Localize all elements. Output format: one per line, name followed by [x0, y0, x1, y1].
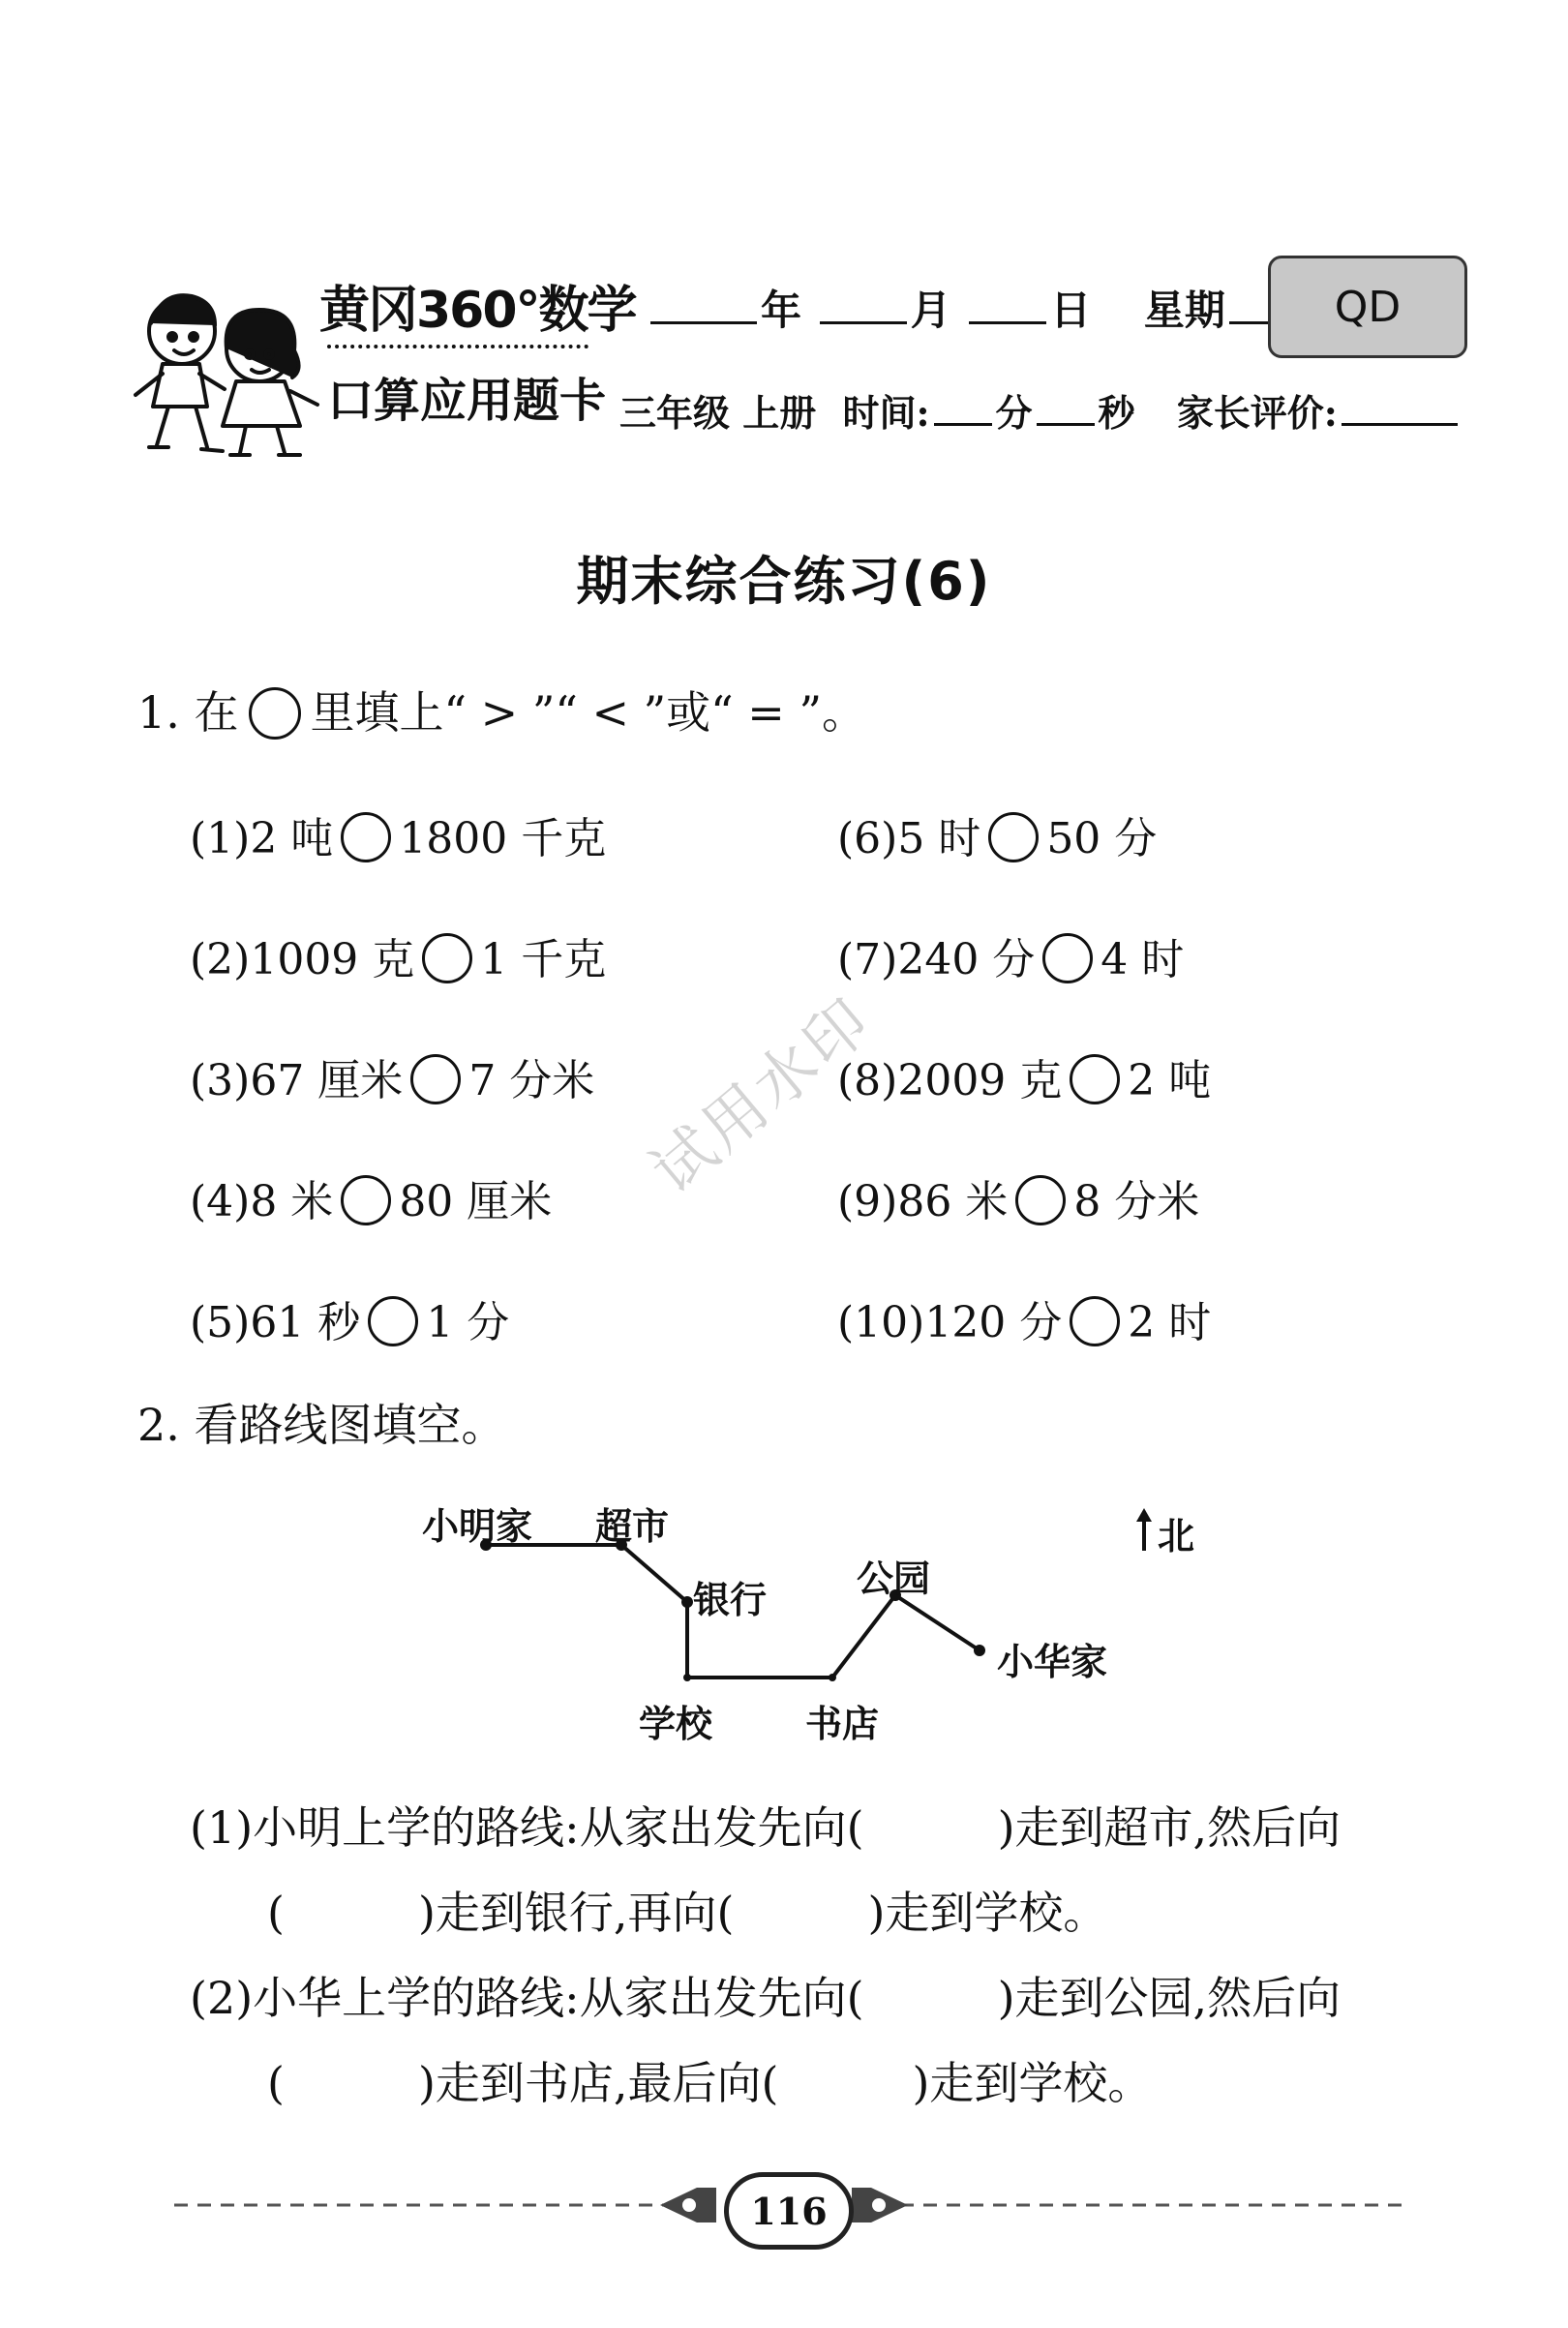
watermark: 试用水印: [638, 983, 887, 1209]
map-label-xiaohua-home: 小华家: [997, 1641, 1108, 1683]
item-right: 1 千克: [480, 935, 607, 984]
north-label: 北: [1158, 1515, 1195, 1557]
brand-title: 黄冈360°数学: [319, 282, 636, 340]
question-2-instruction: 2. 看路线图填空。: [137, 1399, 506, 1451]
weekday-label: 星期: [1143, 287, 1225, 334]
item-right: 2 吨: [1128, 1056, 1212, 1105]
map-label-school: 学校: [639, 1703, 713, 1745]
item-right: 1 分: [426, 1298, 510, 1347]
node-bookstore: [829, 1674, 836, 1681]
page-title: 期末综合练习(6): [576, 551, 992, 612]
map-label-bookstore: 书店: [805, 1703, 880, 1745]
item-left: (7)240 分: [837, 935, 1036, 984]
grade-label: 三年级 上册: [619, 391, 817, 435]
item-right: 1800 千克: [399, 814, 607, 863]
north-arrow-icon: [1136, 1508, 1152, 1551]
minute-label: 分: [995, 391, 1033, 435]
item-right: 80 厘米: [399, 1177, 553, 1226]
page-number: 116: [724, 2172, 854, 2250]
second-label: 秒: [1098, 391, 1135, 435]
map-label-supermarket: 超市: [595, 1505, 670, 1548]
edition-badge: QD: [1268, 256, 1467, 358]
item-left: (6)5 时: [837, 814, 981, 863]
item-left: (3)67 厘米: [190, 1056, 404, 1105]
map-label-xiaoming-home: 小明家: [422, 1505, 533, 1548]
item-left: (2)1009 克: [190, 935, 415, 984]
q2-sub2-line1: (2)小华上学的路线:从家出发先向( )走到公园,然后向: [190, 1972, 1342, 2024]
item-left: (4)8 米: [190, 1177, 334, 1226]
year-label: 年: [761, 287, 802, 334]
q2-sub1-line1: (1)小明上学的路线:从家出发先向( )走到超市,然后向: [190, 1801, 1342, 1854]
item-right: 4 时: [1101, 935, 1185, 984]
node-bank: [681, 1596, 693, 1608]
item-right: 2 时: [1128, 1298, 1212, 1347]
q1-instruction-text: 里填上“ > ”“ < ”或“ = ”。: [310, 686, 866, 739]
item-left: (1)2 吨: [190, 814, 334, 863]
time-label: 时间:: [842, 391, 930, 435]
map-label-park: 公园: [857, 1557, 931, 1600]
item-right: 8 分米: [1073, 1177, 1200, 1226]
item-left: (5)61 秒: [190, 1298, 361, 1347]
q2-sub1-line2: ( )走到银行,再向( )走到学校。: [267, 1887, 1108, 1939]
map-label-bank: 银行: [693, 1579, 768, 1621]
item-left: (10)120 分: [837, 1298, 1063, 1347]
node-xiaohua-home: [974, 1645, 985, 1656]
q2-sub2-line2: ( )走到书店,最后向( )走到学校。: [267, 2057, 1153, 2109]
month-label: 月: [910, 287, 951, 334]
item-right: 7 分米: [468, 1056, 595, 1105]
node-school: [683, 1674, 691, 1681]
parent-eval-label: 家长评价:: [1176, 391, 1338, 435]
day-label: 日: [1050, 287, 1092, 334]
q1-prefix: 1. 在: [137, 686, 239, 739]
brand-subtitle: 口算应用题卡: [327, 374, 607, 428]
item-left: (9)86 米: [837, 1177, 1009, 1226]
item-left: (8)2009 克: [837, 1056, 1063, 1105]
item-right: 50 分: [1046, 814, 1158, 863]
